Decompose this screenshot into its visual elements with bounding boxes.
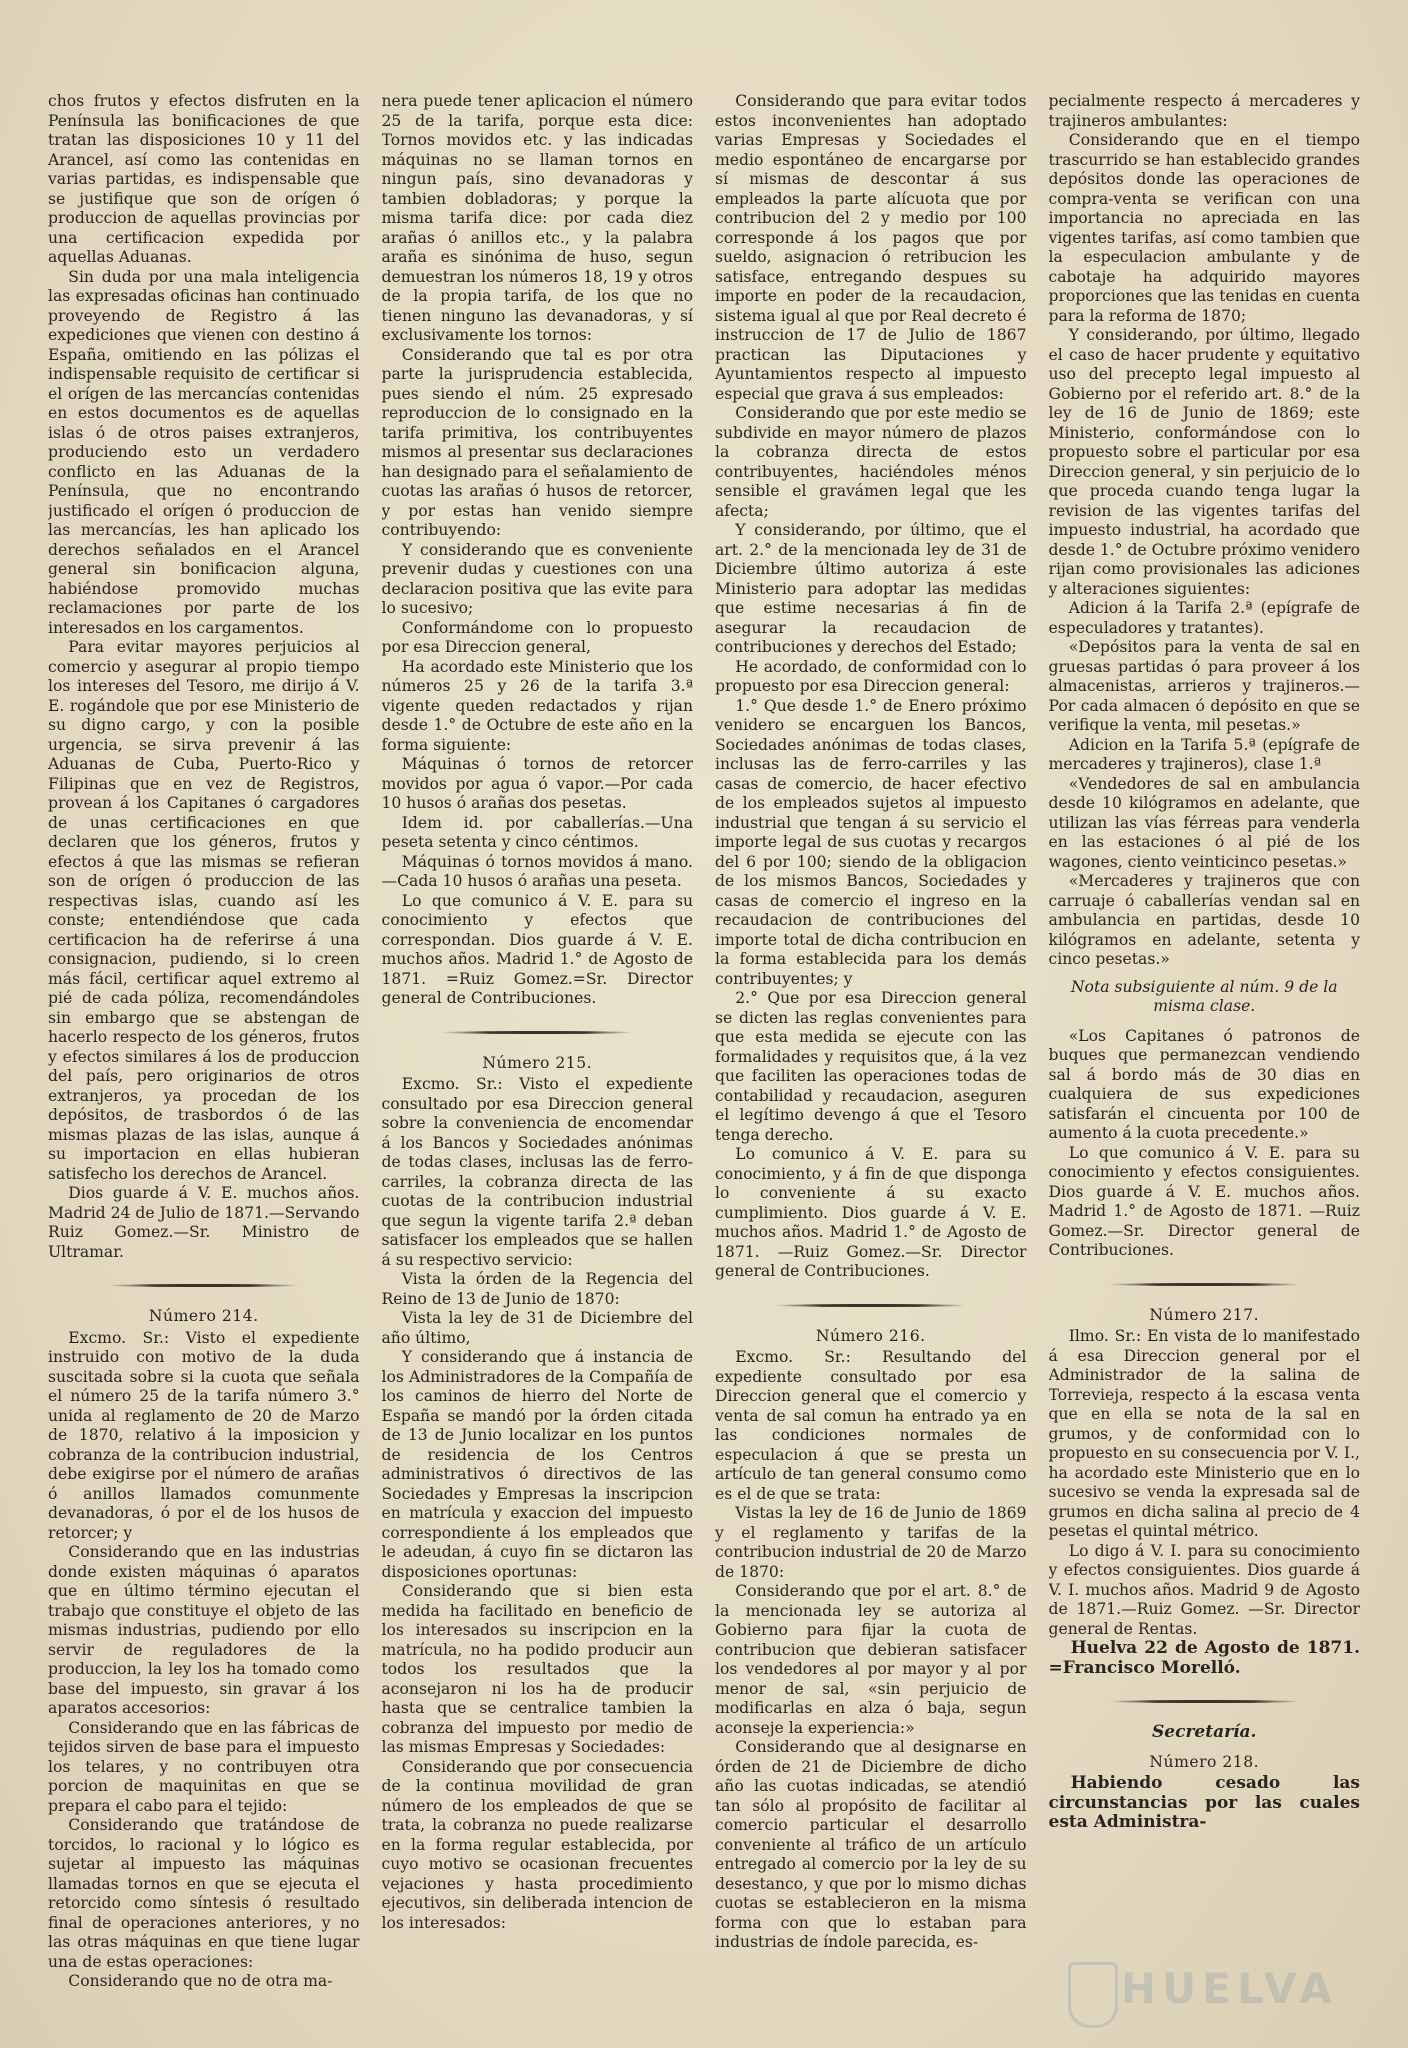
paragraph: Considerando que por consecuencia de la continua movilidad de gran número de los empleados de que se trata, la cobranza no puede realizarse en la forma regular establecida, por cuyo motivo se ocasionan frecuentes vejaciones y hasta procedimiento ejecutivos, sin deliberada intencion de los interesados: <box>381 1757 693 1932</box>
paragraph: Y considerando, por último, llegado el caso de hacer prudente y equitativo uso del precepto legal impuesto al Gobierno por el referido art. 8.° de la ley de 16 de Junio de 1869; este Ministerio, conformándose con lo propuesto sobre el particular por esa Direccion general, y sin perjuicio de lo que proceda cuando tenga lugar la revision de las vigentes tarifas del impuesto industrial, ha acordado que desde 1.° de Octubre próximo venidero rijan como provisionales las adiciones y alteraciones siguientes: <box>1048 326 1360 598</box>
paragraph: 1.° Que desde 1.° de Enero próximo venidero se encarguen los Bancos, Sociedades anónimas de todas clases, inclusas las de ferro-carriles y las casas de comercio, de hacer efectivo de los empleados sujetos al impuesto industrial que tengan á su servicio el importe legal de sus cuotas y recargos del 6 por 100; siendo de la obligacion de los mismos Bancos, Sociedades y casas de comercio el ingreso en la recaudacion de contribuciones del importe total de dicha contribucion en la forma establecida para los demás contribuyentes; y <box>715 696 1027 988</box>
column-4 <box>1049 92 1361 1992</box>
column-2 <box>382 92 694 1992</box>
paragraph: Para evitar mayores perjuicios al comercio y asegurar al propio tiempo los intereses del Tesoro, me dirijo á V. E. rogándole que por ese Ministerio de su digno cargo, y con la posible urgencia, se sirva prevenir á las Aduanas de Cuba, Puerto-Rico y Filipinas que en vez de Registros, provean á los Capitanes ó cargadores de unas certificaciones en que declaren que los géneros, frutos y efectos á que las mismas se refieran son de orígen ó produccion de las respectivas islas, cuando así les conste; entendiéndose que cada certificacion ha de referirse á una consignacion, pudiendo, si lo creen más fácil, certificar aquel extremo al pié de cada póliza, recomendándoles sin embargo que se abstengan de hacerlo respecto de los géneros, frutos y efectos similares á los de produccion del país, pero originarios de otros extranjeros, ya procedan de los depósitos, de trasbordos ó de las mismas plazas de las islas, aunque á su importacion en ellas hubieran satisfecho los derechos de Arancel. <box>48 638 360 1183</box>
paragraph: Máquinas ó tornos movidos á mano.—Cada 10 husos ó arañas una peseta. <box>381 852 693 890</box>
paragraph: Lo que comunico á V. E. para su conocimiento y efectos que correspondan. Dios guarde á V. E. muchos años. Madrid 1.° de Agosto de 1871. =Ruiz Gomez.=Sr. Director general de Contribuciones. <box>381 891 693 1007</box>
paragraph: He acordado, de conformidad con lo propuesto por esa Direccion general: <box>715 657 1027 695</box>
paragraph: Lo comunico á V. E. para su conocimiento, y á fin de que disponga lo conveniente á su exacto cumplimiento. Dios guarde á V. E. muchos años. Madrid 1.° de Agosto de 1871. —Ruiz Gomez.—Sr. Director general de Contribuciones. <box>715 1145 1027 1280</box>
paragraph: 2.° Que por esa Direccion general se dicten las reglas convenientes para que esta medida se ejecute con las formalidades y requisitos que, á la vez que faciliten las operaciones todas de contabilidad y recaudacion, aseguren el legítimo devengo á que el Tesoro tenga derecho. <box>715 989 1027 1144</box>
paragraph: «Mercaderes y trajineros que con carruaje ó caballerías vendan sal en ambulancia en partidas, desde 10 kilógramos en adelante, setenta y cinco pesetas.» <box>1048 872 1360 968</box>
paragraph: Considerando que en el tiempo trascurrido se han establecido grandes depósitos donde las operaciones de compra-venta se verifican con una importancia no apreciada en las vigentes tarifas, así como tambien que la especulacion ambulante y de cabotaje ha adquirido mayores proporciones que las tenidas en cuenta para la reforma de 1870; <box>1048 131 1360 325</box>
paragraph: pecialmente respecto á mercaderes y trajineros ambulantes: <box>1048 92 1360 130</box>
paragraph: nera puede tener aplicacion el número 25 de la tarifa, porque esta dice: Tornos movidos etc. y las indicadas máquinas no se llaman tornos en ningun país, sino devanadoras y tambien dobladoras; y porque la misma tarifa dice: por cada diez arañas ó anillos etc., y la palabra araña es sinónima de huso, segun demuestran los números 18, 19 y otros de la propia tarifa, de los que no tienen ninguno las devanadoras, y sí exclusivamente los tornos: <box>381 92 693 344</box>
paragraph: Idem id. por caballerías.—Una peseta setenta y cinco céntimos. <box>381 813 693 851</box>
paragraph: Excmo. Sr.: Visto el expediente instruido con motivo de la duda suscitada sobre si la cuota que señala el número 25 de la tarifa número 3.° unida al reglamento de 20 de Marzo de 1870, relativo á la imposicion y cobranza de la contribucion industrial, debe exigirse por el número de arañas ó anillos llamados comunmente devanadoras, ó por el de los husos de retorcer; y <box>48 1328 360 1542</box>
paragraph: Dios guarde á V. E. muchos años. Madrid 24 de Julio de 1871.—Servando Ruiz Gomez.—Sr. Ministro de Ultramar. <box>48 1184 360 1261</box>
column-1 <box>48 92 360 1992</box>
paragraph: Vista la órden de la Regencia del Reino de 13 de Junio de 1870: <box>381 1270 693 1308</box>
paragraph: Lo digo á V. I. para su conocimiento y efectos consiguientes. Dios guarde á V. I. muchos años. Madrid 9 de Agosto de 1871.—Ruiz Gomez. —Sr. Director general de Rentas. <box>1048 1541 1360 1638</box>
section-number: Número 217. <box>1149 1305 1260 1324</box>
section-divider <box>441 1031 634 1034</box>
paragraph: chos frutos y efectos disfruten en la Península las bonificaciones de que tratan las disposiciones 10 y 11 del Arancel, así como las contenidas en varias partidas, es indispensable que se justifique que son de orígen ó produccion de aquellas provincias por una certificacion expedida por aquellas Aduanas. <box>48 92 360 266</box>
paragraph: «Vendedores de sal en ambulancia desde 10 kilógramos en adelante, que utilizan las vías férreas para venderla en las estaciones ó al pié de los wagones, ciento veinticinco pesetas.» <box>1048 774 1360 871</box>
paragraph: Excmo. Sr.: Resultando del expediente consultado por esa Direccion general que el comercio y venta de sal comun ha entrado ya en las condiciones normales de especulacion á que se presta un artículo de tan general consumo como es el de que se trata: <box>715 1348 1027 1503</box>
paragraph: Y considerando que es conveniente prevenir dudas y cuestiones con una declaracion positiva que las evite para lo sucesivo; <box>381 540 693 617</box>
signature-line: Habiendo cesado las circunstancias por las cuales esta Administra- <box>1048 1773 1360 1832</box>
section-number: Número 218. <box>1149 1752 1260 1771</box>
paragraph: Ilmo. Sr.: En vista de lo manifestado á esa Direccion general por el Administrador de la salina de Torrevieja, respecto á la escasa venta que en ella se nota de la sal en grumos, y de conformidad con lo propuesto en su consecuencia por V. I., ha acordado este Ministerio que en lo sucesivo se venda la expresada sal de grumos en dicha salina al precio de 4 pesetas el quintal métrico. <box>1048 1327 1360 1540</box>
paragraph: Considerando que en las industrias donde existen máquinas ó aparatos que en último término ejecutan el trabajo que constituye el objeto de las mismas industrias, pudiendo por ello servir de reguladores de la produccion, la ley los ha tomado como base del impuesto, sin gravar á los aparatos accesorios: <box>48 1543 360 1717</box>
paragraph: «Los Capitanes ó patronos de buques que permanezcan vendiendo sal á bordo más de 30 dias en cualquiera de sus expediciones satisfarán el cincuenta por 100 de aumento á la cuota precedente.» <box>1048 1026 1360 1142</box>
paragraph: Considerando que por el art. 8.° de la mencionada ley se autoriza al Gobierno para fijar la cuota de contribucion que debieran satisfacer los vendedores al por mayor y al por menor de sal, «sin perjuicio de modificarlas en alza ó baja, segun aconseje la experiencia:» <box>715 1582 1027 1737</box>
section-number: Número 216. <box>815 1326 926 1345</box>
paragraph: Vistas la ley de 16 de Junio de 1869 y el reglamento y tarifas de la contribucion industrial de 20 de Marzo de 1870: <box>715 1504 1027 1581</box>
watermark-text: HUELVA <box>1120 1964 1338 2013</box>
paragraph: Ha acordado este Ministerio que los números 25 y 26 de la tarifa 3.ª vigente queden redactados y rijan desde 1.° de Octubre de este año en la forma siguiente: <box>381 657 693 754</box>
paragraph: Adicion en la Tarifa 5.ª (epígrafe de mercaderes y trajineros), clase 1.ª <box>1048 735 1360 773</box>
section-divider <box>1108 1700 1301 1703</box>
paragraph: Considerando que tal es por otra parte la jurisprudencia establecida, pues siendo el núm. 25 expresado reproduccion de lo consignado en la tarifa primitiva, los contribuyentes mismos al presentar sus declaraciones han designado para el señalamiento de cuotas las arañas ó husos de retorcer, y por estas han venido siempre contribuyendo: <box>381 345 693 539</box>
section-heading: Secretaría. <box>1152 1722 1257 1742</box>
paragraph: Considerando que no de otra ma- <box>68 1972 333 1990</box>
paragraph: Sin duda por una mala inteligencia las expresadas oficinas han continuado proveyendo de Registro á las expediciones que vienen con destino á España, omitiendo en las pólizas el indispensable requisito de certificar si el orígen de las mercancías contenidas en estos documentos es de aquellas islas ó de otros paises extranjeros, produciendo esto un verdadero conflicto en las Aduanas de la Península, que no encontrando justificado el orígen ó produccion de las mercancías, les han aplicado los derechos señalados en el Arancel general sin bonificacion alguna, habiéndose promovido muchas reclamaciones por parte de los interesados en los cargamentos. <box>48 267 360 637</box>
paragraph: Considerando que al designarse en órden de 21 de Diciembre de dicho año las cuotas indicadas, se atendió tan sólo al propósito de facilitar al comercio particular el desarrollo conveniente al tráfico de un artículo entregado al comercio por la ley de su desestanco, y que por lo mismo dichas cuotas se establecieron en la misma forma con que lo estaban para industrias de índole parecida, es- <box>715 1738 1027 1951</box>
paragraph: Y considerando, por último, que el art. 2.° de la mencionada ley de 31 de Diciembre último autoriza á este Ministerio para adoptar las medidas que estime necesarias á fin de asegurar la recaudacion de contribuciones y derechos del Estado; <box>715 521 1027 656</box>
section-number: Número 215. <box>482 1053 593 1072</box>
paragraph: Lo que comunico á V. E. para su conocimiento y efectos consiguientes. Dios guarde á V. E. muchos años. Madrid 1.° de Agosto de 1871. —Ruiz Gomez.—Sr. Director general de Contribuciones. <box>1048 1143 1360 1259</box>
paragraph: Considerando que para evitar todos estos inconvenientes han adoptado varias Empresas y Sociedades el medio espontáneo de encargarse por sí mismas de descontar á sus empleados la parte alícuota que por contribucion del 2 y medio por 100 corresponde á los pagos que por sueldo, asignacion ó retribucion les satisface, entregando despues su importe en poder de la recaudacion, sistema igual al que por Real decreto é instruccion de 17 de Julio de 1867 practican las Diputaciones y Ayuntamientos respecto al impuesto especial que grava á sus empleados: <box>715 92 1027 403</box>
section-number: Número 214. <box>148 1307 259 1325</box>
paragraph: Considerando que por este medio se subdivide en mayor número de plazos la cobranza directa de estos contribuyentes, haciéndoles ménos sensible el gravámen legal que les afecta; <box>715 404 1027 520</box>
section-divider <box>774 1304 967 1307</box>
paragraph: Conformándome con lo propuesto por esa Direccion general, <box>381 618 693 656</box>
paragraph: Vista la ley de 31 de Diciembre del año último, <box>381 1309 693 1347</box>
paragraph: Considerando que si bien esta medida ha facilitado en beneficio de los interesados su inscripcion en la matrícula, no ha podido producir aun todos los resultados que la aconsejaron ni los ha de producir hasta que se centralice tambien la cobranza del impuesto por medio de las mismas Empresas y Sociedades: <box>381 1582 693 1756</box>
paragraph: Considerando que en las fábricas de tejidos sirven de base para el impuesto los telares, y no contribuyen otra porcion de maquinitas en que se prepara el cabo para el tejido: <box>48 1718 360 1815</box>
column-3 <box>715 92 1027 1992</box>
paragraph: Adicion á la Tarifa 2.ª (epígrafe de especuladores y tratantes). <box>1048 599 1360 637</box>
section-divider <box>1108 1283 1301 1286</box>
paragraph: «Depósitos para la venta de sal en gruesas partidas ó para proveer á los almacenistas, arrieros y trajineros.—Por cada almacen ó depósito en que se verifique la venta, mil pesetas.» <box>1048 638 1360 734</box>
paragraph: Y considerando que á instancia de los Administradores de la Compañía de los caminos de hierro del Norte de España se mandó por la órden citada de 13 de Junio localizar en los puntos de residencia de los Centros administrativos ó directivos de las Sociedades y Empresas la inscripcion en matrícula y exaccion del impuesto correspondiente á los empleados que le adeudan, á cuyo fin se dictaron las disposiciones oportunas: <box>381 1348 693 1581</box>
paragraph: Excmo. Sr.: Visto el expediente consultado por esa Direccion general sobre la conveniencia de encomendar á los Bancos y Sociedades anónimas de todas clases, inclusas las de ferro-carriles, la cobranza directa de las cuotas de la contribucion industrial que segun la vigente tarifa 2.ª deban satisfacer los empleados que se hallen á su respectivo servicio: <box>381 1075 693 1269</box>
section-divider <box>107 1284 300 1287</box>
text-columns <box>48 92 1360 1992</box>
note-heading: Nota subsiguiente al núm. 9 de la misma clase. <box>1070 977 1338 1015</box>
signature-line: Huelva 22 de Agosto de 1871. =Francisco Morelló. <box>1048 1638 1360 1678</box>
paragraph: Considerando que tratándose de torcidos, lo racional y lo lógico es sujetar al impuesto las máquinas llamadas tornos en que se ejecuta el retorcido como síntesis ó resultado final de operaciones anteriores, y no las otras máquinas en que tiene lugar una de estas operaciones: <box>48 1816 360 1971</box>
paragraph: Máquinas ó tornos de retorcer movidos por agua ó vapor.—Por cada 10 husos ó arañas dos pesetas. <box>381 755 693 812</box>
